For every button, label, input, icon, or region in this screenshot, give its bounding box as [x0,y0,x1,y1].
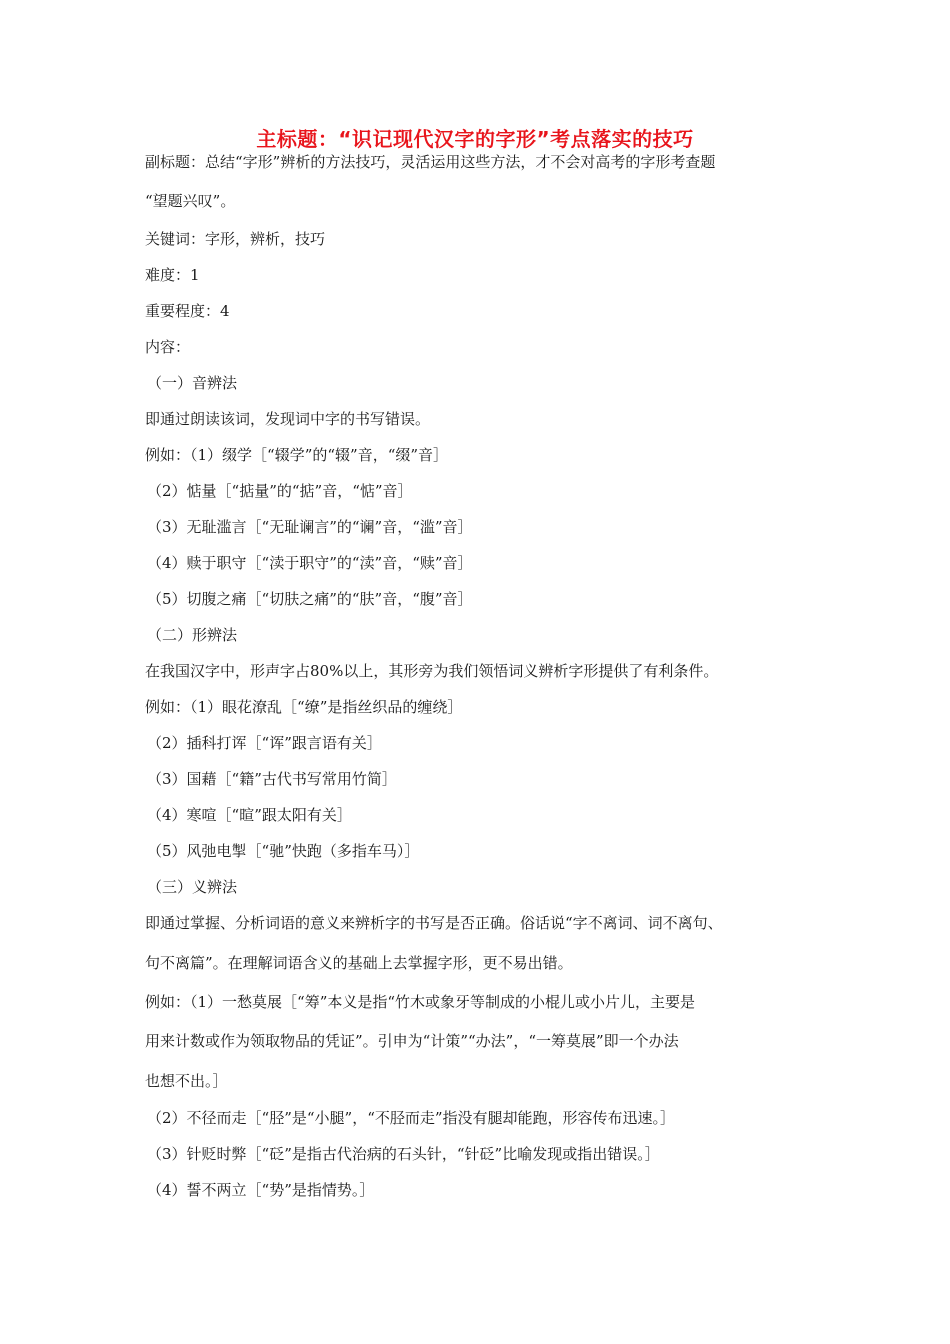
subtitle-line-1: 副标题：总结“字形”辨析的方法技巧，灵活运用这些方法，才不会对高考的字形考查题 [145,153,716,171]
example-item: （2）惦量［“掂量”的“掂”音，“惦”音］ [147,482,413,500]
example-item: （2）不径而走［“胫”是“小腿”，“不胫而走”指没有腿却能跑，形容传布迅速。］ [147,1109,676,1127]
example-item: （3）无耻滥言［“无耻谰言”的“谰”音，“滥”音］ [147,518,473,536]
example-item: 例如：（1）一愁莫展［“筹”本义是指“竹木或象牙等制成的小棍儿或小片儿，主要是 [145,993,696,1011]
paragraph: 句不离篇”。在理解词语含义的基础上去掌握字形，更不易出错。 [145,954,573,972]
example-item: 也想不出。］ [145,1072,228,1090]
example-item: （5）切腹之痛［“切肤之痛”的“肤”音，“腹”音］ [147,590,473,608]
main-title: 主标题：“识记现代汉字的字形”考点落实的技巧 [256,127,694,151]
example-item: （5）风弛电掣［“驰”快跑（多指车马）］ [147,842,420,860]
paragraph: 在我国汉字中，形声字占80%以上，其形旁为我们领悟词义辨析字形提供了有利条件。 [145,662,719,680]
example-item: （4）誓不两立［“势”是指情势。］ [147,1181,375,1199]
example-item: 用来计数或作为领取物品的凭证”。引申为“计策”“办法”，“一筹莫展”即一个办法 [145,1032,679,1050]
section-heading: （三）义辨法 [147,878,238,896]
importance: 重要程度：4 [145,302,230,320]
example-item: （2）插科打诨［“诨”跟言语有关］ [147,734,382,752]
section-heading: （二）形辨法 [147,626,238,644]
content-label: 内容： [145,338,191,356]
example-item: （4）寒喧［“暄”跟太阳有关］ [147,806,352,824]
paragraph: 即通过朗读该词，发现词中字的书写错误。 [145,410,431,428]
example-item: （4）赎于职守［“渎于职守”的“渎”音，“赎”音］ [147,554,473,572]
keywords: 关键词：字形，辨析，技巧 [145,230,326,248]
subtitle-line-2: “望题兴叹”。 [145,192,236,210]
example-item: 例如：（1）缀学［“辍学”的“辍”音，“缀”音］ [145,446,449,464]
section-heading: （一）音辨法 [147,374,238,392]
example-item: （3）国藉［“籍”古代书写常用竹简］ [147,770,397,788]
difficulty: 难度：1 [145,266,200,284]
example-item: （3）针贬时弊［“砭”是指古代治病的石头针，“针砭”比喻发现或指出错误。］ [147,1145,660,1163]
example-item: 例如：（1）眼花潦乱［“缭”是指丝织品的缠绕］ [145,698,463,716]
paragraph: 即通过掌握、分析词语的意义来辨析字的书写是否正确。俗话说“字不离词、词不离句、 [145,914,723,932]
